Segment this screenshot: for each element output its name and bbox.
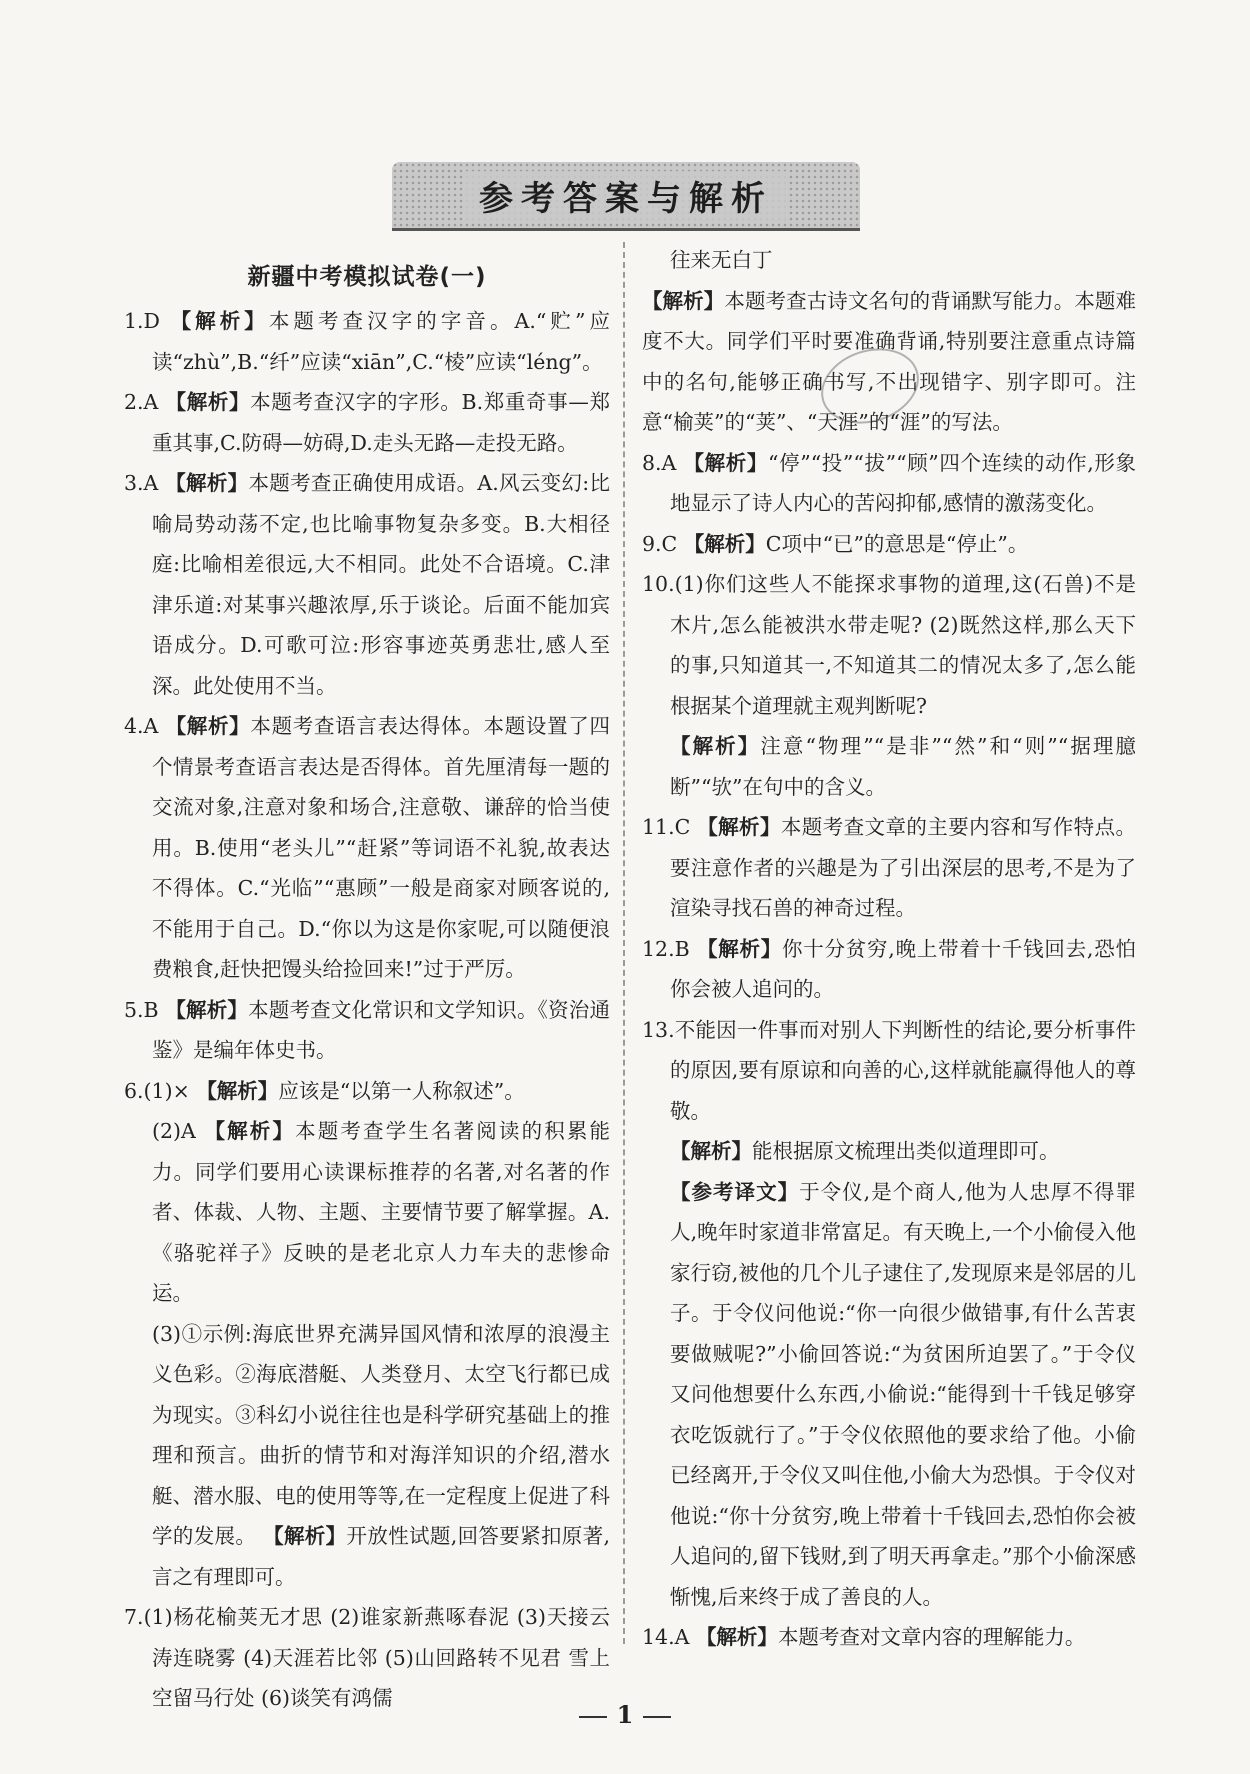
- answer-item: 6.(1)× 【解析】应该是“以第一人称叙述”。: [124, 1078, 525, 1103]
- column-divider: [623, 242, 625, 1644]
- answer-item: 9.C 【解析】C项中“已”的意思是“停止”。: [642, 531, 1029, 556]
- page-number: 1: [616, 1700, 634, 1729]
- answer-item: 13.不能因一件事而对别人下判断性的结论,要分析事件的原因,要有原谅和向善的心,这样就能赢得他人的尊敬。: [642, 1017, 1136, 1123]
- section-title: 新疆中考模拟试卷(一): [247, 264, 487, 290]
- answer-item: 14.A 【解析】本题考查对文章内容的理解能力。: [642, 1625, 1086, 1649]
- answer-item: 11.C 【解析】本题考查文章的主要内容和写作特点。要注意作者的兴趣是为了引出深层的思考,不是为了渲染寻找石兽的神奇过程。: [642, 815, 1136, 920]
- footer-dash-left: [579, 1716, 607, 1718]
- page-title: 参考答案与解析: [465, 171, 787, 220]
- reference-translation: 【参考译文】于令仪,是个商人,他为人忠厚不得罪人,晚年时家道非常富足。有天晚上,一个小偷侵入他家行窃,被他的几个儿子逮住了,发现原来是邻居的儿子。于令仪问他说:“你一向很少做错事,有什么苦衷要做贼呢?”小偷回答说:“为贫困所迫罢了。”于令仪又问他想要什么东西,小偷说:“能得到十千钱足够穿衣吃饭就行了。”于令仪依照他的要求给了他。小偷已经离开,于令仪又叫住他,小偷大为恐惧。于令仪对他说:“你十分贫穷,晚上带着十千钱回去,恐怕你会被人追问的,留下钱财,到了明天再拿走。”那个小偷深感惭愧,后来终于成了善良的人。: [670, 1179, 1136, 1609]
- answer-analysis: 【解析】本题考查古诗文名句的背诵默写能力。本题难度不大。同学们平时要准确背诵,特别要注意重点诗篇中的名句,能够正确书写,不出现错字、别字即可。注意“榆荚”的“荚”、“天涯”的“涯”的写法。: [642, 288, 1137, 434]
- answer-item: 3.A 【解析】本题考查正确使用成语。A.风云变幻:比喻局势动荡不定,也比喻事物复杂多变。B.大相径庭:比喻相差很远,大不相同。此处不合语境。C.津津乐道:对某事兴趣浓厚,乐于谈论。后面不能加宾语成分。D.可歌可泣:形容事迹英勇悲壮,感人至深。此处使用不当。: [124, 471, 610, 698]
- answer-analysis: 【解析】注意“物理”“是非”“然”和“则”“据理臆断”“欤”在句中的含义。: [670, 734, 1137, 799]
- answer-analysis: 【解析】能根据原文梳理出类似道理即可。: [670, 1139, 1060, 1163]
- answer-item: 12.B 【解析】你十分贫穷,晚上带着十千钱回去,恐怕你会被人追问的。: [642, 936, 1136, 1001]
- title-banner: [392, 162, 860, 228]
- answer-subitem: (3)①示例:海底世界充满异国风情和浓厚的浪漫主义色彩。②海底潜艇、人类登月、太空飞行都已成为现实。③科幻小说往往也是科学研究基础上的推理和预言。曲折的情节和对海洋知识的介绍,潜水艇、潜水服、电的使用等等,在一定程度上促进了科学的发展。 【解析】开放性试题,回答要紧扣原著,言之有理即可。: [152, 1321, 611, 1589]
- answer-item: 4.A 【解析】本题考查语言表达得体。本题设置了四个情景考查语言表达是否得体。首先厘清每一题的交流对象,注意对象和场合,注意敬、谦辞的恰当使用。B.使用“老头儿”“赶紧”等词语不礼貌,故表达不得体。C.“光临”“惠顾”一般是商家对顾客说的,不能用于自己。D.“你以为这是你家呢,可以随便浪费粮食,赶快把馒头给捡回来!”过于严厉。: [124, 714, 610, 981]
- answer-item: 1.D 【解析】本题考查汉字的字音。A.“贮”应读“zhù”,B.“纤”应读“xiān”,C.“棱”应读“léng”。: [124, 309, 610, 374]
- answer-item: 10.(1)你们这些人不能探求事物的道理,这(石兽)不是木片,怎么能被洪水带走呢? (2)既然这样,那么天下的事,只知道其一,不知道其二的情况太多了,怎么能根据某个道理就主观判断呢?: [642, 572, 1136, 718]
- title-underline: [392, 228, 860, 231]
- answer-item: 7.(1)杨花榆荚无才思 (2)谁家新燕啄春泥 (3)天接云涛连晓雾 (4)天涯若比邻 (5)山回路转不见君 雪上空留马行处 (6)谈笑有鸿儒: [124, 1605, 610, 1710]
- page-footer: [0, 1700, 1250, 1729]
- answer-subitem: (2)A 【解析】本题考查学生名著阅读的积累能力。同学们要用心读课标推荐的名著,对名著的作者、体裁、人物、主题、主要情节要了解掌握。A.《骆驼祥子》反映的是老北京人力车夫的悲惨命运。: [152, 1119, 611, 1305]
- answer-item: 8.A 【解析】“停”“投”“拔”“顾”四个连续的动作,形象地显示了诗人内心的苦闷抑郁,感情的激荡变化。: [642, 450, 1136, 515]
- answer-item: 5.B 【解析】本题考查文化常识和文学知识。《资治通鉴》是编年体史书。: [124, 997, 610, 1062]
- answer-continuation: 往来无白丁: [670, 248, 773, 272]
- left-column: [124, 250, 610, 1719]
- answer-item: 2.A 【解析】本题考查汉字的字形。B.郑重奇事—郑重其事,C.防碍—妨碍,D.走头无路—走投无路。: [124, 390, 610, 455]
- right-column: [642, 250, 1136, 1658]
- footer-dash-right: [643, 1716, 671, 1718]
